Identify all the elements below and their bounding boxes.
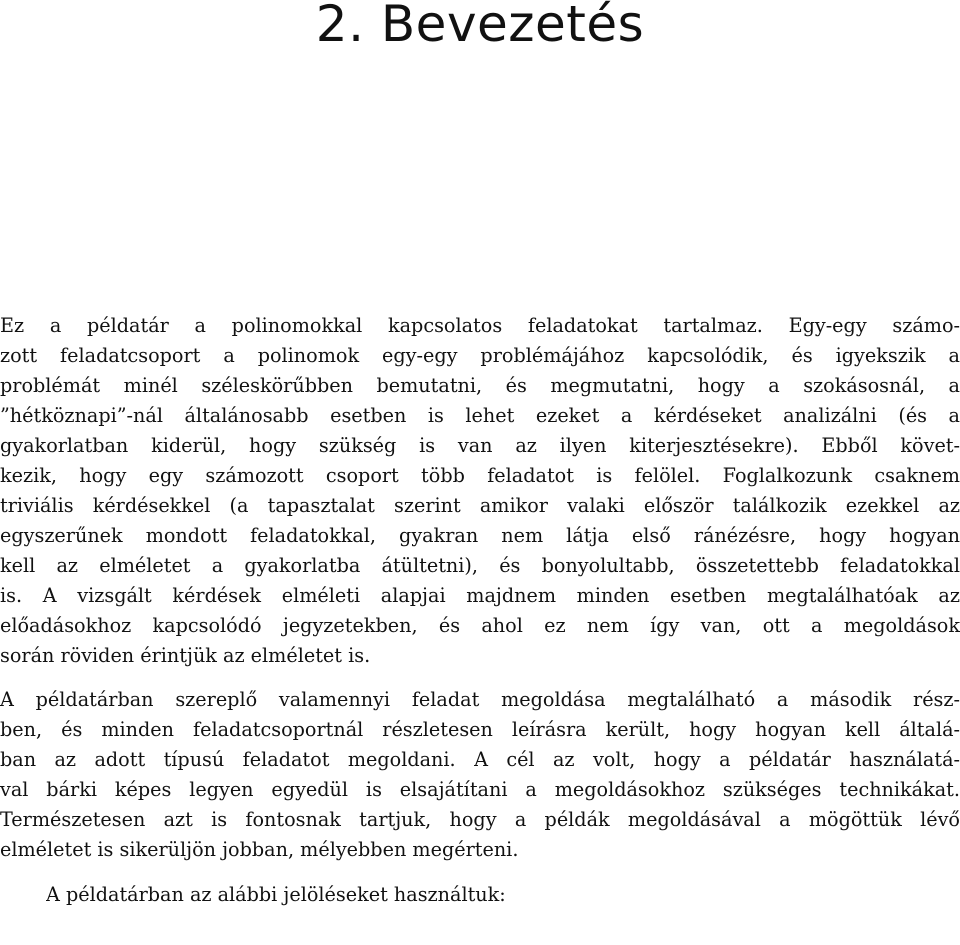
document-body <box>0 311 960 910</box>
paragraph-solutions <box>0 685 960 865</box>
paragraph-notation <box>0 880 960 910</box>
text-line: is. A vizsgált kérdések elméleti alapjai majdnem minden esetben megtalálhatóak az <box>0 584 960 607</box>
text-line: zott feladatcsoport a polinomok egy-egy problémájához kapcsolódik, és igyekszik a <box>0 344 960 367</box>
text-line: triviális kérdésekkel (a tapasztalat szerint amikor valaki először találkozik ezekkel az <box>0 494 960 517</box>
text-line: ban az adott típusú feladatot megoldani. A cél az volt, hogy a példatár használatá- <box>0 748 960 771</box>
text-line: kell az elméletet a gyakorlatba átültetni), és bonyolultabb, összetettebb feladatokkal <box>0 554 960 577</box>
text-line: problémát minél széleskörűbben bemutatni, és megmutatni, hogy a szokásosnál, a <box>0 374 960 397</box>
text-line: A példatárban az alábbi jelöléseket használtuk: <box>46 883 506 906</box>
text-line: során röviden érintjük az elméletet is. <box>0 644 371 667</box>
text-line: kezik, hogy egy számozott csoport több feladatot is felölel. Foglalkozunk csaknem <box>0 464 960 487</box>
chapter-title: 2. Bevezetés <box>315 0 645 53</box>
text-line: ben, és minden feladatcsoportnál részletesen leírásra került, hogy hogyan kell általá- <box>0 718 960 741</box>
text-line: A példatárban szereplő valamennyi feladat megoldása megtalálható a második rész- <box>0 688 960 711</box>
text-line: gyakorlatban kiderül, hogy szükség is van az ilyen kiterjesztésekre). Ebből követ- <box>0 434 960 457</box>
text-line: Természetesen azt is fontosnak tartjuk, hogy a példák megoldásával a mögöttük lévő <box>0 808 960 831</box>
text-line: egyszerűnek mondott feladatokkal, gyakran nem látja első ránézésre, hogy hogyan <box>0 524 960 547</box>
text-line: Ez a példatár a polinomokkal kapcsolatos feladatokat tartalmaz. Egy-egy számo- <box>0 314 960 337</box>
paragraph-intro <box>0 311 960 671</box>
text-line: val bárki képes legyen egyedül is elsajátítani a megoldásokhoz szükséges technikákat. <box>0 778 960 801</box>
text-line: ”hétköznapi”-nál általánosabb esetben is lehet ezeket a kérdéseket analizálni (és a <box>0 404 960 427</box>
text-line: előadásokhoz kapcsolódó jegyzetekben, és ahol ez nem így van, ott a megoldások <box>0 614 960 637</box>
text-line: elméletet is sikerüljön jobban, mélyebben megérteni. <box>0 838 519 861</box>
